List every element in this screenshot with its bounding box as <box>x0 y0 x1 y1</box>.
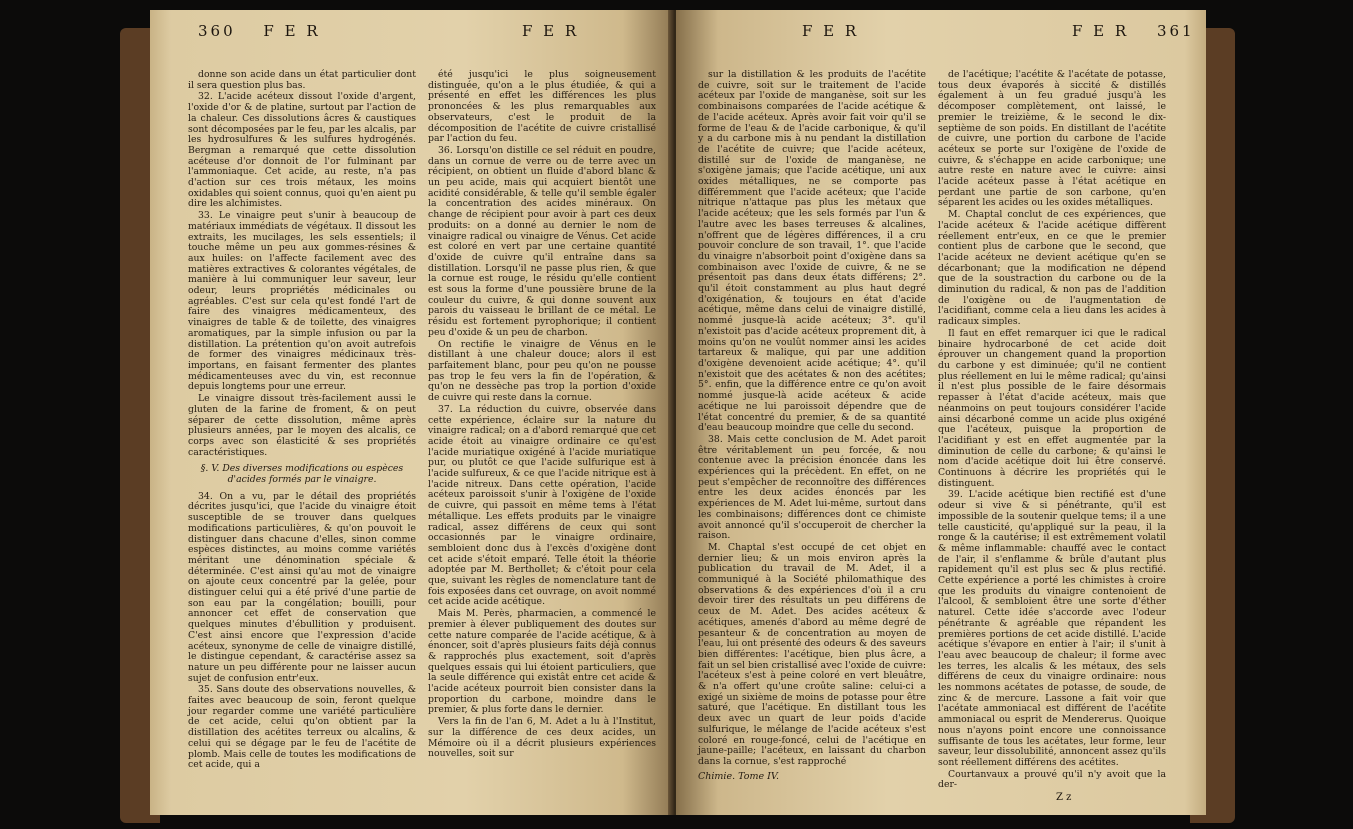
paragraph: 38. Mais cette conclusion de M. Adet paroit être véritablement un peu forcée, & nou contenue avec la précision énoncée dans les expériences qui la précèdent. En effet, on ne peut s'empêcher de reconnoître des différences entre les deux acides énoncés par les expériences de M. Adet lui-même, surtout dans les combinaisons; différences dont ce chimiste avoit annoncé qu'il s'occuperoit de chercher la raison. <box>698 433 926 542</box>
running-head: F E R <box>522 22 580 40</box>
paragraph: 36. Lorsqu'on distille ce sel réduit en poudre, dans un cornue de verre ou de terre avec un récipient, on obtient un fluide d'abord blanc & un peu acide, mais qui acquiert bientôt une acidité considérable, & telle qu'il semble égaler la concentration des acides minéraux. On change de récipient pour avoir à part ces deux produits: on a donné au dernier le nom de vinaigre radical ou vinaigre de Vénus. Cet acide est coloré en vert par une certaine quantité d'oxide de cuivre qu'il entraîne dans sa distillation. Lorsqu'il ne passe plus rien, & que la cornue est rouge, le résidu qu'elle contient est sous la forme d'une poussière brune de la couleur du cuivre, & qui donne souvent aux parois du vaisseau le brillant de ce métal. Le résidu est fortement pyrophorique; il contient peu d'oxide & un peu de charbon. <box>428 144 656 338</box>
paragraph: Courtanvaux a prouvé qu'il n'y avoit que la der- <box>938 768 1166 791</box>
running-head: F E R <box>263 22 321 40</box>
paragraph: 34. On a vu, par le détail des propriétés décrites jusqu'ici, que l'acide du vinaigre étoit susceptible de se trouver dans quelques modifications particulières, & qu'on pouvoit le distinguer dans chacune d'elles, sinon comme espèces distinctes, au moins comme variétés méritant une dénomination spéciale & déterminée. C'est ainsi qu'au mot de vinaigre on ajoute ceux concentré par la gelée, pour distinguer celui qui a été privé d'une partie de son eau par la congélation; bouilli, pour annoncer cet effet de conservation que quelques minutes d'ébullition y produisent. C'est ainsi encore que l'expression d'acide acéteux, synonyme de celle de vinaigre distillé, le distingue cependant, & caractérise assez sa nature un peu différente pour ne laisser aucun sujet de confusion entr'eux. <box>188 490 416 684</box>
paragraph: 32. L'acide acéteux dissout l'oxide d'argent, l'oxide d'or & de platine, surtout par l'action de la chaleur. Ces dissolutions âcres & caustiques sont décomposées par le feu, par les alcalis, par les hydrosulfures & les sulfures hydrogénés. Bergman a remarqué que cette dissolution acéteuse d'or donnoit de l'or fulminant par l'ammoniaque. Cet acide, au reste, n'a pas d'action sur ces trois métaux, les moins oxidables qui soient connus, quoi qu'en aient pu dire les alchimistes. <box>188 91 416 210</box>
page-footer: Chimie. Tome IV. <box>698 770 780 782</box>
paragraph: de l'acétique; l'acétite & l'acétate de potasse, tous deux évaporés à siccité & distillés également à un feu gradué jusqu'à les décomposer complètement, ont laissé, le premier le treizième, & le second le dix-septième de son poids. En distillant de l'acétite de cuivre, une portion du carbone de l'acide acéteux se porte sur l'oxigène de l'oxide de cuivre, & s'échappe en acide carbonique; une autre reste en nature avec le cuivre: ainsi l'acide acéteux passe à l'état acétique en perdant une partie de son carbone, qu'en séparent les acides ou les oxides métalliques. <box>938 69 1166 209</box>
right-page-header <box>1072 22 1195 40</box>
running-head: F E R <box>1072 22 1130 40</box>
paragraph: On rectifie le vinaigre de Vénus en le distillant à une chaleur douce; alors il est parfaitement blanc, pour peu qu'on ne pousse pas trop le feu vers la fin de l'opération, & qu'on ne dessèche pas trop la portion d'oxide de cuivre qui reste dans la cornue. <box>428 338 656 404</box>
paragraph: 37. La réduction du cuivre, observée dans cette expérience, éclaire sur la nature du vinaigre radical; on a d'abord remarqué que cet acide étoit au vinaigre ordinaire ce qu'est l'acide muriatique oxigéné à l'acide muriatique pur, ou plutôt ce que l'acide sulfurique est à l'acide sulfureux, & ce que l'acide nitrique est à l'acide nitreux. Dans cette opération, l'acide acéteux paroissoit s'unir à l'oxigène de l'oxide de cuivre, qui passoit en même tems à l'état métallique. Les effets produits par le vinaigre radical, assez différens de ceux qui sont occasionnés par le vinaigre ordinaire, sembloient donc dus à l'excès d'oxigène dont cet acide s'étoit emparé. Telle étoit la théorie adoptée par M. Berthollet; & c'étoit pour cela que, suivant les règles de nomenclature tant de fois exposées dans cet ouvrage, on avoit nommé cet acide acide acétique. <box>428 403 656 608</box>
paragraph: M. Chaptal conclut de ces expériences, que l'acide acéteux & l'acide acétique diffèrent réellement entr'eux, en ce que le premier contient plus de carbone que le second, que l'acide acéteux ne devient acétique qu'en se décarbonant; que la modification ne dépend que de la soustraction du carbone ou de la diminution du radical, & non pas de l'addition de l'oxigène ou de l'augmentation de l'acidifiant, comme cela a lieu dans les acides à radicaux simples. <box>938 209 1166 328</box>
paragraph: été jusqu'ici le plus soigneusement distinguée, qu'on a le plus étudiée, & qui a présenté en effet les différences les plus prononcées & les plus remarquables aux observateurs, c'est le produit de la décomposition de l'acétite de cuivre cristallisé par l'action du feu. <box>428 69 656 145</box>
right-page-column-1 <box>698 70 926 782</box>
right-page <box>676 10 1206 815</box>
section-heading: §. V. Des diverses modifications ou espèces d'acides formés par le vinaigre. <box>200 463 404 486</box>
left-page-column-2 <box>428 70 656 761</box>
right-page-column-2 <box>938 70 1166 792</box>
signature-mark: Z z <box>1056 792 1072 803</box>
paragraph: Il faut en effet remarquer ici que le radical binaire hydrocarboné de cet acide doit éprouver un changement quand la proportion du carbone y est diminuée; qu'il ne contient plus réellement en lui le même radical; qu'ainsi il n'est plus possible de le faire désormais repasser à l'état d'acide acéteux, mais que néanmoins on peut toujours considérer l'acide ainsi décarboné comme un acide plus oxigéné que l'acéteux, puisque la proportion de l'acidifiant y est en effet augmentée par la diminution de celle du carbone; & qu'ainsi le nom d'acide acétique doit lui être conservé. Continuons à décrire les propriétés qui le distinguent. <box>938 327 1166 489</box>
paragraph: Le vinaigre dissout très-facilement aussi le gluten de la farine de froment, & on peut séparer de cette dissolution, même après plusieurs années, par le moyen des alcalis, ce corps avec son élasticité & ses propriétés caractéristiques. <box>188 393 416 458</box>
paragraph: 33. Le vinaigre peut s'unir à beaucoup de matériaux immédiats de végétaux. Il dissout les extraits, les mucilages, les sels essentiels; il touche même un peu aux gommes-résines & aux huiles: on l'affecte facilement avec des matières extractives & colorantes végétales, de manière à lui communiquer leur saveur, leur odeur, leurs propriétés médicinales ou agréables. C'est sur cela qu'est fondé l'art de faire des vinaigres médicamenteux, des vinaigres de table & de toilette, des vinaigres aromatiques, par la simple infusion ou par la distillation. La prétention qu'on avoit autrefois de former des vinaigres médicinaux très-importans, en faisant fermenter des plantes médicamenteuses avec du vin, est reconnue depuis longtems pour une erreur. <box>188 210 416 393</box>
paragraph: M. Chaptal s'est occupé de cet objet en dernier lieu; & un mois environ après la publication du travail de M. Adet, il a communiqué à la Société philomathique des observations & des expériences d'où il a cru devoir tirer des résultats un peu différens de ceux de M. Adet. Des acides acéteux & acétiques, amenés d'abord au même degré de pesanteur & de concentration au moyen de l'eau, lui ont présenté des odeurs & des saveurs bien différentes: l'acétique, bien plus âcre, a fait un sel bien cristallisé avec l'oxide de cuivre: l'acéteux s'est à peine coloré en vert bleuâtre, & n'a offert qu'une croûte saline: celui-ci a exigé un sixième de moins de potasse pour être saturé, que l'acétique. En distillant tous les deux avec un quart de leur poids d'acide sulfurique, le mélange de l'acide acéteux s'est coloré en rouge-foncé, celui de l'acétique en jaune-paille; l'acéteux, en laissant du charbon dans la cornue, s'est rapproché <box>698 541 926 767</box>
paragraph: Mais M. Perès, pharmacien, a commencé le premier à élever publiquement des doutes sur cette nature comparée de l'acide acétique, & à énoncer, soit d'après plusieurs faits déjà connus & rapprochés plus exactement, soit d'après quelques essais qui lui étoient particuliers, que la seule différence qui existât entre cet acide & l'acide acéteux pourroit bien consister dans la proportion du carbone, moindre dans le premier, & plus forte dans le dernier. <box>428 608 656 716</box>
left-page-header <box>198 22 321 40</box>
left-page <box>150 10 675 815</box>
paragraph: Vers la fin de l'an 6, M. Adet a lu à l'Institut, sur la différence de ces deux acides, un Mémoire où il a décrit plusieurs expériences nouvelles, soit sur <box>428 716 656 760</box>
paragraph: 35. Sans doute des observations nouvelles, & faites avec beaucoup de soin, feront quelque jour regarder comme une variété particulière de cet acide, celui qu'on obtient par la distillation des acétites terreux ou alcalins, & celui qui se dégage par le feu de l'acétite de plomb. Mais celle de toutes les modifications de cet acide, qui a <box>188 684 416 771</box>
page-number: 361 <box>1156 22 1195 40</box>
running-head: F E R <box>802 22 860 40</box>
paragraph: 39. L'acide acétique bien rectifié est d'une odeur si vive & si pénétrante, qu'il est impossible de la soutenir quelque tems; il a une telle causticité, qu'appliqué sur la peau, il la ronge & la cautérise; il est extrêmement volatil & même inflammable: chauffé avec le contact de l'air, il s'enflamme & brûle d'autant plus rapidement qu'il est plus sec & plus rectifié. Cette expérience a porté les chimistes à croire que les produits du vinaigre contenoient de l'alcool, & sembloient être une sorte d'éther naturel. Cette idée s'accorde avec l'odeur pénétrante & agréable que répandent les premières portions de cet acide distillé. L'acide acétique s'évapore en entier à l'air; il s'unit à l'eau avec beaucoup de chaleur; il forme avec les terres, les alcalis & les métaux, des sels différens de ceux du vinaigre ordinaire: nous les nommons acétates de potasse, de soude, de zinc & de mercure. Lassone a fait voir que l'acétate ammoniacal est différent de l'acétite ammoniacal ou esprit de Mendererus. Quoique nous n'ayons point encore une connoissance suffisante de tous les acétates, leur forme, leur saveur, leur dissolubilité, annoncent assez qu'ils sont réellement différens des acétites. <box>938 489 1166 768</box>
left-page-column-1 <box>188 70 416 772</box>
paragraph: donne son acide dans un état particulier dont il sera question plus bas. <box>188 69 416 91</box>
paragraph: sur la distillation & les produits de l'acétite de cuivre, soit sur le traitement de l'acide acéteux par l'oxide de manganèse, soit sur les combinaisons comparées de l'acide acétique & de l'acide acéteux. Après avoir fait voir qu'il se forme de l'eau & de l'acide carbonique, & qu'il y a du carbone mis à nu pendant la distillation de l'acétite de cuivre; que l'acide acéteux, distillé sur de l'oxide de manganèse, ne s'oxigène jamais; que l'acide acétique, uni aux oxides métalliques, ne se comporte pas différemment que l'acide acéteux; que l'acide nitrique n'attaque pas plus les métaux que l'acide acéteux; que les sels formés par l'un & l'autre avec les bases terreuses & alcalines, n'offrent que de légères différences, il a cru pouvoir conclure de son travail, 1°. que l'acide du vinaigre n'absorboit point d'oxigène dans sa combinaison avec l'oxide de cuivre, & ne se présentoit pas dans deux états différens; 2°. qu'il étoit constamment au plus haut degré d'oxigénation, & toujours en état d'acide acétique, même dans celui de vinaigre distillé, nommé jusque-là acide acéteux; 3°. qu'il n'existoit pas d'acide acéteux proprement dit, à moins qu'on ne voulût nommer ainsi les acides tartareux & malique, qui par une addition d'oxigène devenoient acide acétique; 4°. qu'il n'existoit que des acétates & non des acétites; 5°. enfin, que la différence entre ce qu'on avoit nommé jusque-là acide acéteux & acide acétique ne lui paroissoit dépendre que de l'état concentré du premier, & de sa quantité d'eau beaucoup moindre que celle du second. <box>698 69 926 434</box>
page-number: 360 <box>198 22 236 40</box>
